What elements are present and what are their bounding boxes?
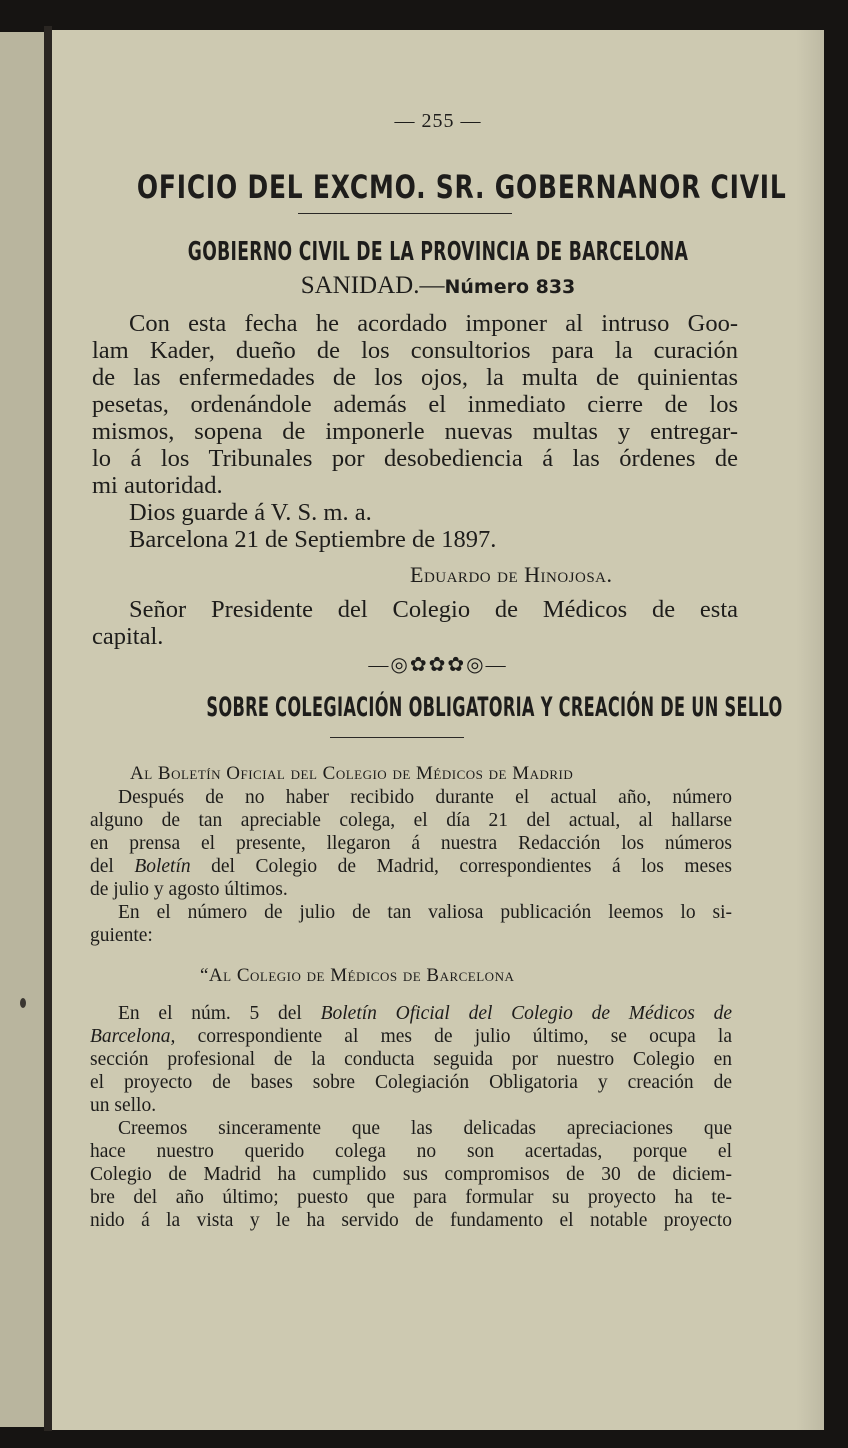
signature-name: Eduardo de Hinojosa.: [410, 562, 613, 587]
government-heading: GOBIERNO CIVIL DE LA PROVINCIA DE BARCELONA: [187, 237, 689, 267]
quote-heading: “Al Colegio de Médicos de Barcelona: [200, 965, 515, 986]
sanidad-number: Número 833: [444, 276, 576, 298]
letter-line: mi autoridad.: [92, 472, 223, 499]
letter-date: Barcelona 21 de Septiembre de 1897.: [129, 526, 497, 553]
title-divider: [298, 213, 512, 214]
letter-line: pesetas, ordenándole además el inmediato cierre de los: [92, 391, 738, 418]
paragraph-line: en prensa el presente, llegaron á nuestra Redacción los números: [90, 833, 732, 854]
paragraph-line: Colegio de Madrid ha cumplido sus compromisos de 30 de diciem-: [90, 1164, 732, 1185]
section-divider: [330, 737, 464, 738]
section-title: SOBRE COLEGIACIÓN OBLIGATORIA Y CREACIÓN DE UN SELLO: [206, 692, 783, 723]
page-number: — 255 —: [394, 110, 482, 132]
left-page-edge: [0, 32, 47, 1427]
paragraph-line: un sello.: [90, 1095, 157, 1116]
section-heading: Al Boletín Oficial del Colegio de Médicos de Madrid: [130, 763, 574, 784]
ink-spot: [20, 998, 26, 1008]
sanidad-line: [52, 272, 824, 300]
sanidad-label: SANIDAD.—: [300, 272, 445, 299]
paragraph-line: del Boletín del Colegio de Madrid, correspondientes á los meses: [90, 856, 732, 877]
paragraph-line: hace nuestro querido colega no son acertadas, porque el: [90, 1141, 732, 1162]
paragraph-line: alguno de tan apreciable colega, el día 21 del actual, al hallarse: [90, 810, 732, 831]
paragraph-line: sección profesional de la conducta seguida por nuestro Colegio en: [90, 1049, 732, 1070]
page-title: OFICIO DEL EXCMO. SR. GOBERNANOR CIVIL: [136, 168, 787, 206]
paragraph-line: Barcelona, correspondiente al mes de julio último, se ocupa la: [90, 1026, 732, 1047]
letter-line: lo á los Tribunales por desobediencia á las órdenes de: [92, 445, 738, 472]
letter-line: de las enfermedades de los ojos, la multa de quinientas: [92, 364, 738, 391]
letter-line: lam Kader, dueño de los consultorios para la curación: [92, 337, 738, 364]
ornament-divider: —◎✿✿✿◎—: [368, 654, 508, 676]
book-page: [52, 30, 824, 1430]
addressee-line: capital.: [92, 623, 164, 650]
paragraph-line: En el núm. 5 del Boletín Oficial del Colegio de Médicos de: [118, 1003, 732, 1024]
paragraph-line: Después de no haber recibido durante el actual año, número: [118, 787, 732, 808]
addressee-line: Señor Presidente del Colegio de Médicos de esta: [129, 596, 738, 623]
letter-line: mismos, sopena de imponerle nuevas multas y entregar-: [92, 418, 738, 445]
letter-closing: Dios guarde á V. S. m. a.: [129, 499, 372, 526]
paragraph-line: Creemos sinceramente que las delicadas apreciaciones que: [118, 1118, 732, 1139]
paragraph-line: bre del año último; puesto que para formular su proyecto ha te-: [90, 1187, 732, 1208]
letter-signature: [410, 562, 613, 588]
paragraph-line: En el número de julio de tan valiosa publicación leemos lo si-: [118, 902, 732, 923]
paragraph-line: guiente:: [90, 925, 153, 946]
letter-line: Con esta fecha he acordado imponer al intruso Goo-: [129, 310, 738, 337]
book-spine: [44, 26, 52, 1431]
paragraph-line: nido á la vista y le ha servido de fundamento el notable proyecto: [90, 1210, 732, 1231]
paragraph-line: el proyecto de bases sobre Colegiación Obligatoria y creación de: [90, 1072, 732, 1093]
paragraph-line: de julio y agosto últimos.: [90, 879, 288, 900]
